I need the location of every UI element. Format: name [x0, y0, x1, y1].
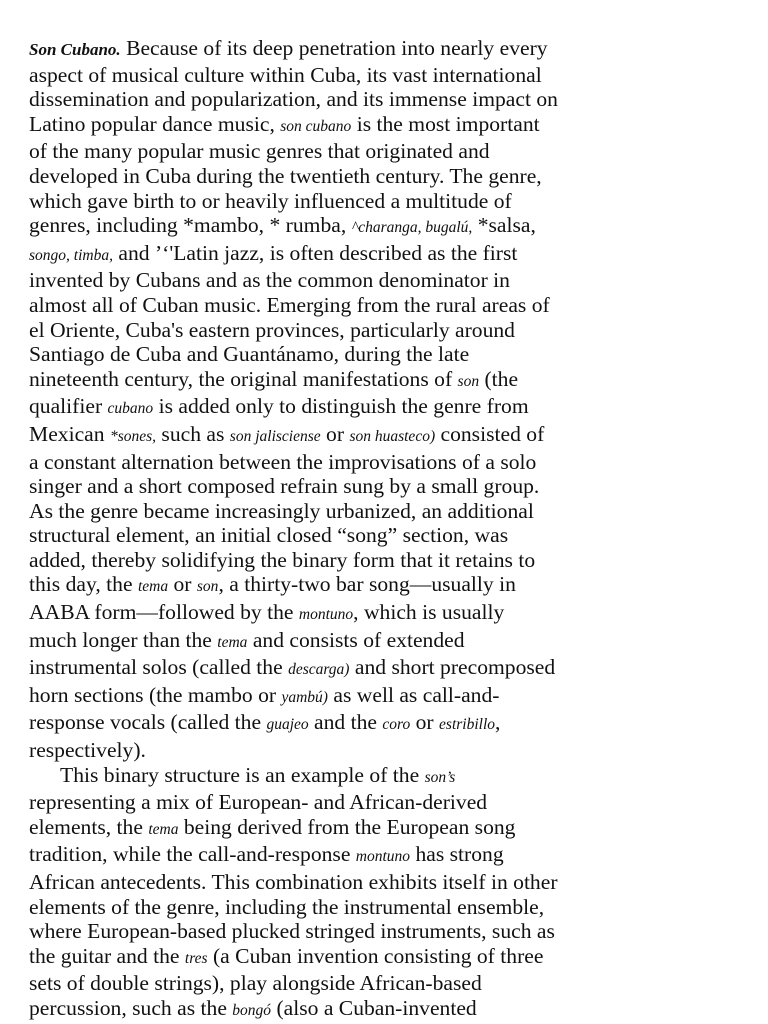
text-run: As the genre became increasingly urbanized, an additional: [29, 498, 534, 523]
text-run: has strong: [410, 842, 504, 867]
text-run: *salsa,: [472, 213, 536, 238]
text-run: genres, including *mambo, * rumba,: [29, 213, 352, 238]
text-line: [29, 367, 749, 395]
text-run: the guitar and the: [29, 943, 185, 968]
italic-term: tema: [148, 820, 179, 838]
text-line: [29, 394, 749, 422]
text-run: a constant alternation between the improvisations of a solo: [29, 449, 537, 474]
text-line: [29, 763, 749, 791]
text-run: as well as call-and-: [327, 682, 500, 707]
text-run: is the most important: [351, 111, 540, 136]
text-run: where European-based plucked stringed instruments, such as: [29, 919, 555, 944]
text-run: almost all of Cuban music. Emerging from the rural areas of: [29, 292, 550, 317]
text-line: [29, 318, 749, 343]
text-line: [29, 655, 749, 683]
italic-term: ^charanga, bugalú,: [351, 219, 473, 237]
text-line: [29, 710, 749, 738]
text-line: [29, 87, 749, 112]
italic-term: tema: [217, 633, 248, 651]
text-run: this day, the: [29, 572, 138, 597]
text-run: , a thirty-two bar song—usually in: [218, 572, 516, 597]
italic-term: son’s: [424, 768, 456, 786]
text-run: This binary structure is an example of the: [60, 762, 425, 787]
text-run: , which is usually: [353, 600, 505, 625]
text-run: percussion, such as the: [29, 995, 233, 1020]
text-line: [29, 870, 749, 895]
text-run: consisted of: [435, 421, 545, 446]
italic-term: montuno: [355, 848, 411, 866]
text-line: [29, 112, 749, 140]
italic-term: bongó: [232, 1001, 272, 1019]
text-run: and consists of extended: [247, 627, 465, 652]
text-run: dissemination and popularization, and its immense impact on: [29, 87, 558, 112]
text-run: Santiago de Cuba and Guantánamo, during the late: [29, 342, 470, 367]
text-run: Latino popular dance music,: [29, 111, 281, 136]
text-run: tradition, while the call-and-response: [29, 842, 356, 867]
text-run: African antecedents. This combination exhibits itself in other: [29, 870, 558, 894]
text-run: instrumental solos (called the: [29, 655, 289, 680]
italic-term: son cubano: [280, 117, 352, 135]
text-run: or: [320, 421, 350, 446]
text-run: or: [168, 572, 197, 597]
text-line: [29, 996, 749, 1024]
text-run: horn sections (the mambo or: [29, 682, 282, 707]
text-run: which gave birth to or heavily influenced a multitude of: [29, 188, 512, 213]
italic-term: yambú): [281, 688, 328, 706]
text-line: [29, 450, 749, 475]
text-run: (also a Cuban-invented: [271, 995, 477, 1020]
text-line: [29, 683, 749, 711]
italic-term: tres: [184, 949, 208, 967]
text-run: and ’‘'Latin jazz, is often described as the first: [112, 240, 518, 265]
italic-term: tema: [137, 578, 169, 596]
text-line: [29, 523, 749, 548]
italic-term: son jalisciense: [229, 427, 321, 445]
text-line: [29, 790, 749, 815]
text-line: [29, 738, 749, 763]
text-run: nineteenth century, the original manifestations of: [29, 366, 458, 391]
text-run: being derived from the European song: [178, 814, 516, 839]
document-body: [29, 36, 749, 1024]
italic-term: cubano: [107, 400, 154, 418]
text-line: [29, 164, 749, 189]
text-run: qualifier: [29, 394, 108, 419]
text-line: [29, 842, 749, 870]
text-run: AABA form—followed by the: [29, 600, 299, 625]
text-line: [29, 600, 749, 628]
text-run: (the: [479, 366, 519, 391]
text-line: [29, 139, 749, 164]
italic-term: songo, timba,: [29, 246, 113, 264]
text-run: elements, the: [29, 814, 149, 839]
text-run: response vocals (called the: [29, 710, 267, 735]
italic-term: descarga): [288, 661, 350, 679]
text-run: much longer than the: [29, 627, 218, 652]
text-line: [29, 572, 749, 600]
text-line: [29, 499, 749, 524]
text-run: Because of its deep penetration into nearly every: [120, 36, 548, 60]
text-line: [29, 36, 749, 63]
paragraph-1: [29, 36, 749, 763]
text-run: is added only to distinguish the genre from: [153, 394, 529, 419]
text-run: representing a mix of European- and African-derived: [29, 790, 488, 815]
text-line: [29, 944, 749, 972]
text-run: added, thereby solidifying the binary form that it retains to: [29, 547, 536, 572]
italic-term: coro: [382, 716, 411, 734]
text-line: [29, 422, 749, 450]
text-run: and the: [308, 710, 383, 735]
text-line: [29, 919, 749, 944]
text-line: [29, 474, 749, 499]
italic-term: guajeo: [266, 716, 309, 734]
text-line: [29, 63, 749, 88]
italic-term: son: [196, 578, 219, 596]
text-line: [29, 241, 749, 269]
paragraph-2: [29, 763, 749, 1024]
text-run: of the many popular music genres that originated and: [29, 139, 490, 164]
italic-term: montuno: [298, 606, 354, 624]
text-line: [29, 815, 749, 843]
text-line: [29, 293, 749, 318]
italic-term: estribillo: [439, 716, 496, 734]
text-line: [29, 268, 749, 293]
text-line: [29, 189, 749, 214]
section-heading: Son Cubano.: [29, 40, 121, 59]
text-run: aspect of musical culture within Cuba, its vast international: [29, 62, 542, 87]
italic-term: son: [457, 372, 480, 390]
text-run: ,: [495, 710, 501, 735]
text-line: [29, 213, 749, 241]
text-line: [29, 548, 749, 573]
text-run: such as: [156, 421, 230, 446]
text-run: or: [410, 710, 440, 735]
italic-term: *sones,: [109, 427, 157, 445]
text-run: and short precomposed: [349, 655, 556, 680]
text-line: [29, 342, 749, 367]
text-run: sets of double strings), play alongside African-based: [29, 971, 482, 996]
text-run: respectively).: [29, 738, 146, 763]
text-run: elements of the genre, including the instrumental ensemble,: [29, 894, 545, 919]
text-run: el Oriente, Cuba's eastern provinces, particularly around: [29, 317, 515, 342]
text-line: [29, 971, 749, 996]
text-run: invented by Cubans and as the common denominator in: [29, 268, 510, 293]
text-line: [29, 628, 749, 656]
text-run: structural element, an initial closed “song” section, was: [29, 523, 509, 548]
italic-term: son huasteco): [349, 427, 436, 445]
text-run: (a Cuban invention consisting of three: [207, 943, 544, 968]
text-run: Mexican: [29, 421, 110, 446]
text-line: [29, 895, 749, 920]
text-run: singer and a short composed refrain sung by a small group.: [29, 474, 540, 499]
text-run: developed in Cuba during the twentieth century. The genre,: [29, 163, 542, 188]
